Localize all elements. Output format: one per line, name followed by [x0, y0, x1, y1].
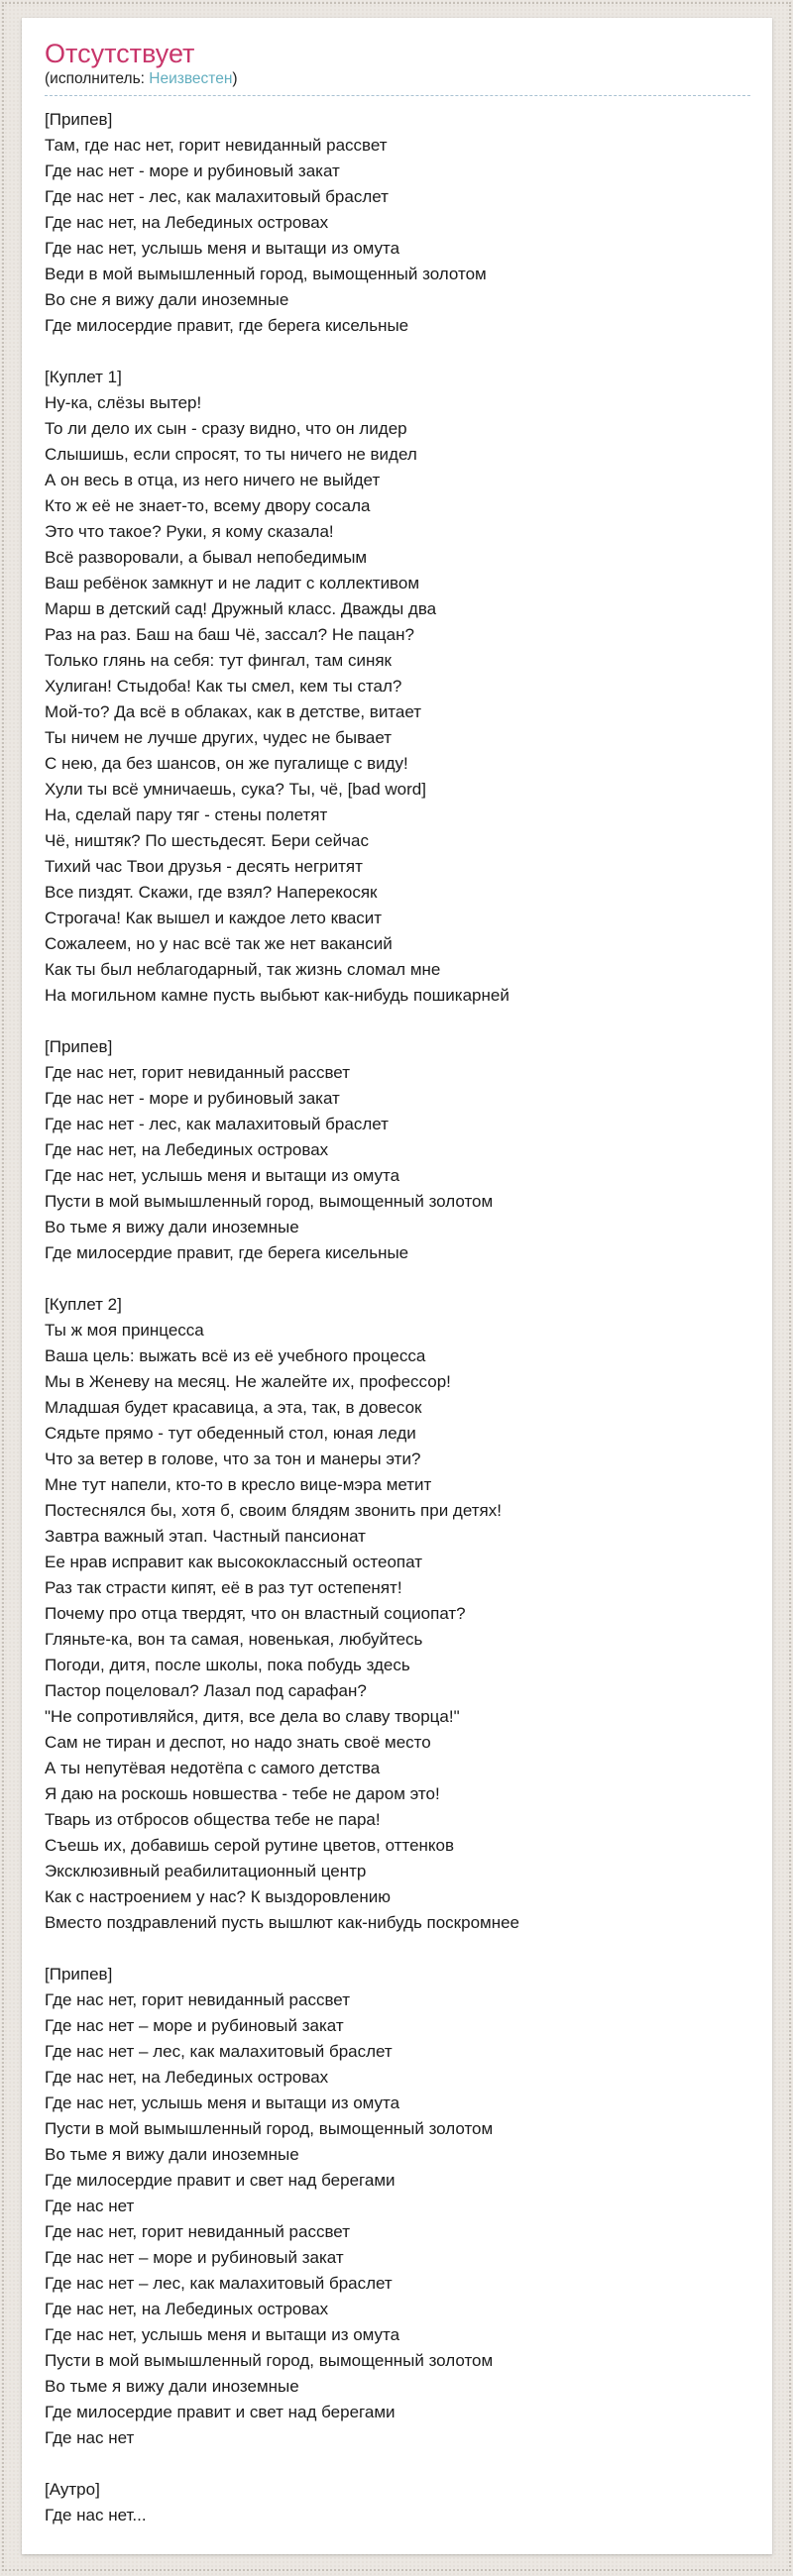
artist-line [45, 69, 750, 89]
section-header: [Припев] [45, 110, 113, 129]
lyric-line: Пусти в мой вымышленный город, вымощенный золотом [45, 2119, 494, 2138]
artist-label: (исполнитель: [45, 70, 145, 87]
lyric-line: А он весь в отца, из него ничего не выйдет [45, 471, 381, 489]
artist-label-close: ) [232, 70, 238, 87]
section-header: [Аутро] [45, 2480, 100, 2499]
lyric-line: Хули ты всё умничаешь, сука? Ты, чё, [bad word] [45, 780, 426, 799]
song-title: Отсутствует [45, 39, 195, 68]
lyric-line: Где нас нет - лес, как малахитовый браслет [45, 187, 389, 206]
lyric-line: Ты ничем не лучше других, чудес не бывает [45, 728, 393, 747]
lyric-line: Где нас нет, на Лебединых островах [45, 213, 329, 232]
lyric-line: Гляньте-ка, вон та самая, новенькая, любуйтесь [45, 1630, 423, 1649]
lyric-line: Это что такое? Руки, я кому сказала! [45, 522, 334, 541]
lyrics-section [45, 365, 750, 1009]
lyric-line: На могильном камне пусть выбьют как-нибудь пошикарней [45, 986, 510, 1005]
lyric-line: Пусти в мой вымышленный город, вымощенный золотом [45, 2351, 494, 2370]
lyrics-card [22, 18, 772, 2554]
lyric-line: Где нас нет - лес, как малахитовый браслет [45, 1115, 389, 1133]
lyrics-section [45, 1034, 750, 1266]
lyric-line: Завтра важный этап. Частный пансионат [45, 1527, 366, 1546]
lyric-line: Как ты был неблагодарный, так жизнь сломал мне [45, 960, 441, 979]
lyric-line: Ваша цель: выжать всё из её учебного процесса [45, 1346, 426, 1365]
lyric-line: Я даю на роскошь новшества - тебе не даром это! [45, 1784, 440, 1803]
lyric-line: Только глянь на себя: тут фингал, там синяк [45, 651, 392, 670]
lyric-line: Сядьте прямо - тут обеденный стол, юная леди [45, 1424, 416, 1443]
lyric-line: Где нас нет, горит невиданный рассвет [45, 1990, 350, 2009]
lyric-line: Где нас нет, на Лебединых островах [45, 2300, 329, 2318]
lyric-line: Где нас нет... [45, 2506, 147, 2524]
lyrics-text [45, 107, 750, 2528]
lyric-line: То ли дело их сын - сразу видно, что он лидер [45, 419, 407, 438]
lyric-line: На, сделай пару тяг - стены полетят [45, 805, 328, 824]
lyric-line: Эксклюзивный реабилитационный центр [45, 1862, 367, 1880]
lyric-line: Съешь их, добавишь серой рутине цветов, оттенков [45, 1836, 455, 1855]
lyric-line: "Не сопротивляйся, дитя, все дела во славу творца!" [45, 1707, 460, 1726]
lyric-line: Где нас нет – лес, как малахитовый браслет [45, 2274, 393, 2293]
lyric-line: Где милосердие правит и свет над берегами [45, 2171, 396, 2190]
lyric-line: Почему про отца твердят, что он властный социопат? [45, 1604, 466, 1623]
lyric-line: Где нас нет – лес, как малахитовый браслет [45, 2042, 393, 2061]
lyric-line: Где нас нет, услышь меня и вытащи из омута [45, 1166, 400, 1185]
lyric-line: Пастор поцеловал? Лазал под сарафан? [45, 1681, 367, 1700]
lyric-line: Сам не тиран и деспот, но надо знать своё место [45, 1733, 431, 1752]
lyrics-section [45, 2477, 750, 2528]
section-header: [Куплет 2] [45, 1295, 122, 1314]
lyric-line: Там, где нас нет, горит невиданный рассвет [45, 136, 388, 155]
lyric-line: Где милосердие правит и свет над берегами [45, 2403, 396, 2421]
lyric-line: Строгача! Как вышел и каждое лето квасит [45, 909, 383, 927]
lyric-line: А ты непутёвая недотёпа с самого детства [45, 1759, 381, 1777]
lyric-line: Где нас нет, горит невиданный рассвет [45, 1063, 350, 1082]
lyric-line: Мне тут напели, кто-то в кресло вице-мэра метит [45, 1475, 432, 1494]
lyric-line: Тварь из отбросов общества тебе не пара! [45, 1810, 381, 1829]
lyric-line: Слышишь, если спросят, то ты ничего не видел [45, 445, 417, 464]
dashed-separator [45, 95, 750, 96]
lyric-line: Во тьме я вижу дали иноземные [45, 1218, 299, 1236]
lyric-line: Где нас нет - море и рубиновый закат [45, 161, 340, 180]
lyric-line: Марш в детский сад! Дружный класс. Дважды два [45, 599, 437, 618]
lyric-line: Где нас нет [45, 2428, 135, 2447]
lyric-line: Ну-ка, слёзы вытер! [45, 393, 202, 412]
lyric-line: Где нас нет – море и рубиновый закат [45, 2016, 344, 2035]
lyric-line: Раз на раз. Баш на баш Чё, зассал? Не пацан? [45, 625, 414, 644]
lyric-line: Сожалеем, но у нас всё так же нет вакансий [45, 934, 393, 953]
lyric-line: Где нас нет, на Лебединых островах [45, 1140, 329, 1159]
lyric-line: Кто ж её не знает-то, всему двору сосала [45, 496, 371, 515]
lyric-line: Где нас нет - море и рубиновый закат [45, 1089, 340, 1108]
lyric-line: Во тьме я вижу дали иноземные [45, 2377, 299, 2396]
lyrics-section [45, 1292, 750, 1936]
section-header: [Припев] [45, 1037, 113, 1056]
section-header: [Куплет 1] [45, 368, 122, 386]
lyric-line: Всё разворовали, а бывал непобедимым [45, 548, 368, 567]
lyric-line: Где нас нет, горит невиданный рассвет [45, 2222, 350, 2241]
lyric-line: Пусти в мой вымышленный город, вымощенный золотом [45, 1192, 494, 1211]
lyric-line: Во тьме я вижу дали иноземные [45, 2145, 299, 2164]
lyric-line: Где нас нет, услышь меня и вытащи из омута [45, 2325, 400, 2344]
lyric-line: Веди в мой вымышленный город, вымощенный золотом [45, 265, 487, 283]
lyric-line: Вместо поздравлений пусть вышлют как-нибудь поскромнее [45, 1913, 520, 1932]
lyric-line: Чё, ништяк? По шестьдесят. Бери сейчас [45, 831, 369, 850]
lyric-line: Погоди, дитя, после школы, пока побудь здесь [45, 1656, 410, 1674]
lyric-line: Хулиган! Стыдоба! Как ты смел, кем ты стал? [45, 677, 402, 696]
lyric-line: Где нас нет, на Лебединых островах [45, 2068, 329, 2087]
lyric-line: Ее нрав исправит как высококлассный остеопат [45, 1553, 422, 1571]
lyric-line: Где нас нет [45, 2197, 135, 2215]
lyric-line: Во сне я вижу дали иноземные [45, 290, 289, 309]
artist-link[interactable]: Неизвестен [149, 70, 233, 87]
lyric-line: Младшая будет красавица, а эта, так, в довесок [45, 1398, 422, 1417]
lyric-line: Где нас нет – море и рубиновый закат [45, 2248, 344, 2267]
lyric-line: С нею, да без шансов, он же пугалище с виду! [45, 754, 408, 773]
lyric-line: Ты ж моя принцесса [45, 1321, 204, 1340]
lyric-line: Что за ветер в голове, что за тон и манеры эти? [45, 1449, 421, 1468]
lyric-line: Где нас нет, услышь меня и вытащи из омута [45, 239, 400, 258]
lyric-line: Как с настроением у нас? К выздоровлению [45, 1887, 391, 1906]
lyric-line: Постеснялся бы, хотя б, своим блядям звонить при детях! [45, 1501, 502, 1520]
section-header: [Припев] [45, 1965, 113, 1984]
lyric-line: Где нас нет, услышь меня и вытащи из омута [45, 2093, 400, 2112]
lyric-line: Ваш ребёнок замкнут и не ладит с коллективом [45, 574, 420, 592]
lyric-line: Мы в Женеву на месяц. Не жалейте их, профессор! [45, 1372, 451, 1391]
lyric-line: Где милосердие правит, где берега кисельные [45, 316, 409, 335]
lyric-line: Где милосердие правит, где берега кисельные [45, 1243, 409, 1262]
lyrics-section [45, 1962, 750, 2451]
lyrics-section [45, 107, 750, 339]
lyric-line: Раз так страсти кипят, её в раз тут остепенят! [45, 1578, 402, 1597]
lyric-line: Тихий час Твои друзья - десять негритят [45, 857, 363, 876]
lyric-line: Все пиздят. Скажи, где взял? Наперекосяк [45, 883, 378, 902]
lyric-line: Мой-то? Да всё в облаках, как в детстве, витает [45, 702, 422, 721]
